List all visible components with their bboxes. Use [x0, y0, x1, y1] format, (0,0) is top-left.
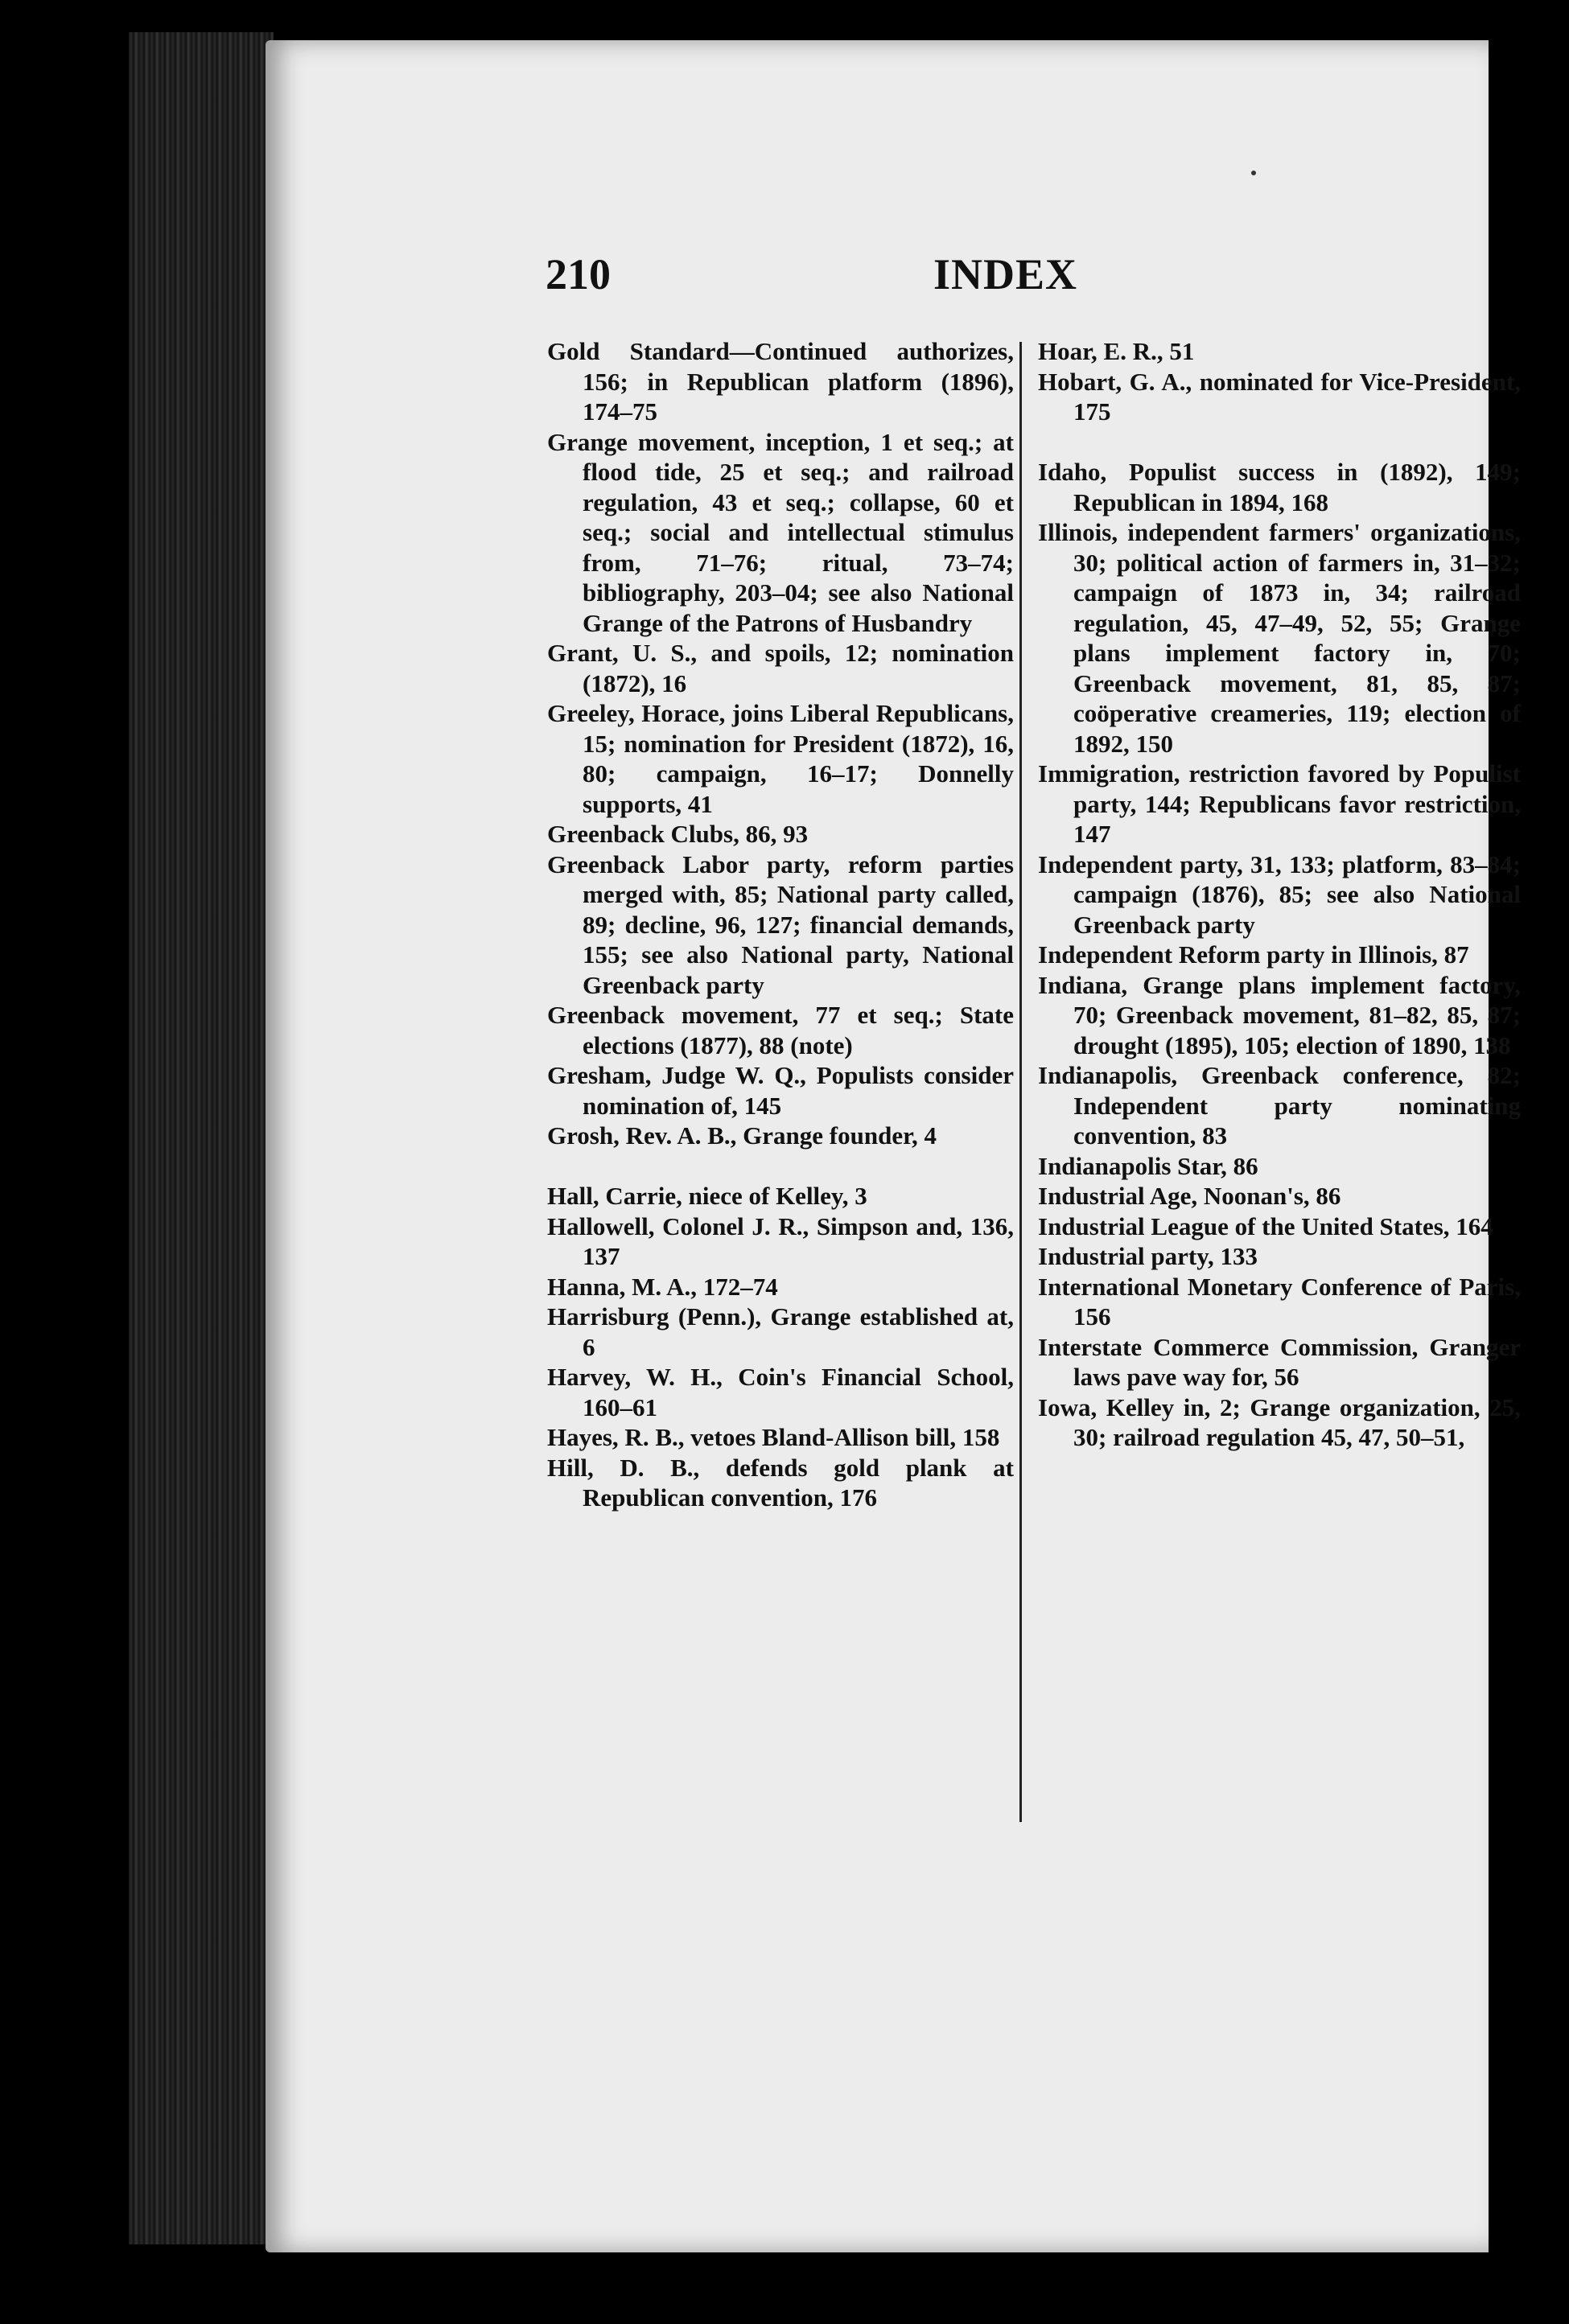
index-entry: Illinois, independent farmers' organizations, 30; political action of farmers in, 31–32; campaign of 1873 in, 34; railroad regulation, 45, 47–49, 52, 55; Grange plans implement factory in, 70; Greenback movement, 81, 85, 87; coöperative creameries, 119; election of 1892, 150 [1038, 518, 1521, 758]
index-entry: Hanna, M. A., 172–74 [547, 1272, 778, 1301]
index-entry: Industrial Age, Noonan's, 86 [1038, 1182, 1341, 1210]
ink-speck [1251, 171, 1256, 175]
index-entry: Indianapolis Star, 86 [1038, 1151, 1258, 1180]
index-entry: Industrial party, 133 [1038, 1242, 1258, 1270]
index-entry: Greenback movement, 77 et seq.; State elections (1877), 88 (note) [547, 1001, 1014, 1059]
letter-group-gap [1038, 427, 1521, 458]
index-column-right [1038, 336, 1521, 1453]
index-entry: Grange movement, inception, 1 et seq.; at flood tide, 25 et seq.; and railroad regulation, 43 et seq.; collapse, 60 et seq.; social and intellectual stimulus from, 71–76; ritual, 73–74; bibliography, 203–04; see also National Grange of the Patrons of Husbandry [547, 427, 1014, 637]
index-entry: Harrisburg (Penn.), Grange established at, 6 [547, 1302, 1014, 1361]
book-page [266, 40, 1521, 2252]
index-entry: Indianapolis, Greenback conference, 82; Independent party nominating convention, 83 [1038, 1061, 1521, 1150]
index-entry: Independent Reform party in Illinois, 87 [1038, 940, 1469, 969]
running-head: INDEX [933, 250, 1078, 298]
letter-group-gap [547, 1151, 1014, 1182]
index-entry: Iowa, Kelley in, 2; Grange organization, 25, 30; railroad regulation 45, 47, 50–51, [1038, 1392, 1521, 1451]
index-entry: Gresham, Judge W. Q., Populists consider nomination of, 145 [547, 1061, 1014, 1120]
page-header [266, 225, 1489, 314]
index-entry: Greeley, Horace, joins Liberal Republicans, 15; nomination for President (1872), 16, 80; campaign, 16–17; Donnelly supports, 41 [547, 699, 1014, 818]
index-entry: Independent party, 31, 133; platform, 83–84; campaign (1876), 85; see also National Greenback party [1038, 849, 1521, 939]
index-entry: Hobart, G. A., nominated for Vice-President, 175 [1038, 367, 1521, 426]
index-entry: Indiana, Grange plans implement factory, 70; Greenback movement, 81–82, 85, 87; drought (1895), 105; election of 1890, 138 [1038, 970, 1521, 1059]
index-entry: Grosh, Rev. A. B., Grange founder, 4 [547, 1121, 937, 1150]
index-entry: Greenback Clubs, 86, 93 [547, 820, 809, 848]
index-entry: Immigration, restriction favored by Populist party, 144; Republicans favor restriction, 147 [1038, 759, 1521, 848]
index-entry: Hallowell, Colonel J. R., Simpson and, 136, 137 [547, 1211, 1014, 1270]
book-spine-shadow [129, 32, 274, 2244]
index-column-left [547, 336, 1014, 1513]
page-number: 210 [546, 250, 611, 298]
index-entry: Hall, Carrie, niece of Kelley, 3 [547, 1182, 867, 1210]
index-entry: Industrial League of the United States, 164 [1038, 1211, 1493, 1240]
index-entry: Harvey, W. H., Coin's Financial School, 160–61 [547, 1363, 1014, 1421]
index-entry: Idaho, Populist success in (1892), 149; Republican in 1894, 168 [1038, 458, 1521, 516]
index-entry: Greenback Labor party, reform parties merged with, 85; National party called, 89; decline, 96, 127; financial demands, 155; see also National party, National Greenback party [547, 849, 1014, 999]
index-entry: Hill, D. B., defends gold plank at Republican convention, 176 [547, 1453, 1014, 1512]
index-entry: Hayes, R. B., vetoes Bland-Allison bill, 158 [547, 1423, 1000, 1451]
column-divider [1019, 342, 1022, 1822]
index-entry: Interstate Commerce Commission, Granger laws pave way for, 56 [1038, 1332, 1521, 1391]
index-entry: International Monetary Conference of Paris, 156 [1038, 1272, 1521, 1331]
index-entry: Hoar, E. R., 51 [1038, 337, 1195, 365]
index-entry: Grant, U. S., and spoils, 12; nomination (1872), 16 [547, 639, 1014, 697]
index-entry: Gold Standard—Continued authorizes, 156; in Republican platform (1896), 174–75 [547, 337, 1014, 426]
